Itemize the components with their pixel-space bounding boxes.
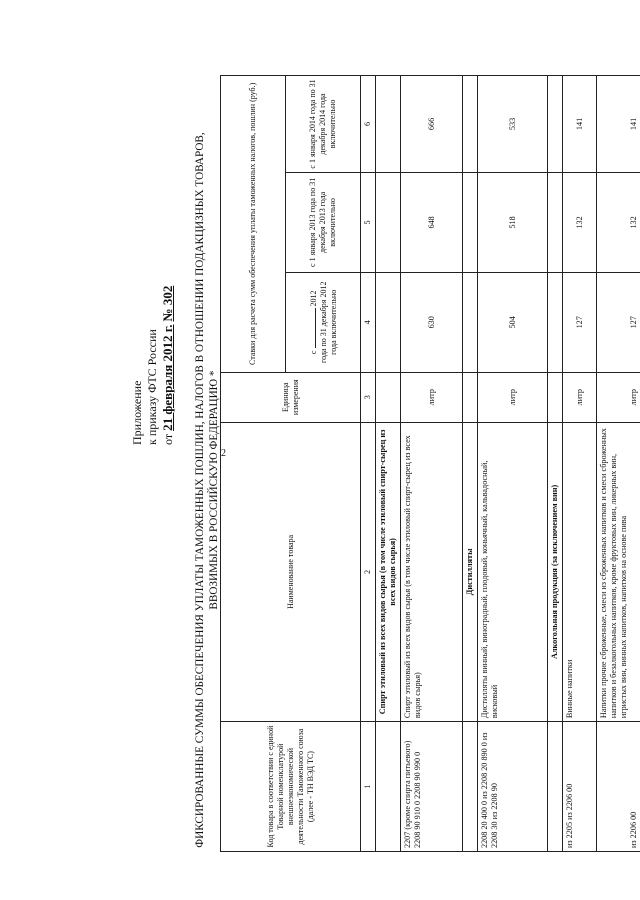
empty-cell xyxy=(463,722,478,852)
section-title-alcohol: Алкогольная продукция (за исключением вин) xyxy=(548,422,563,721)
code-cell: из 2206 00 xyxy=(597,722,640,852)
empty-cell xyxy=(376,722,401,852)
rate-cell: 141 xyxy=(597,76,640,173)
period-1-prefix: с xyxy=(309,350,318,355)
rate-cell: 648 xyxy=(401,172,463,272)
empty-cell xyxy=(463,372,478,422)
period-1-year: 2012 xyxy=(309,290,318,307)
header-period-2: с 1 января 2013 года по 31 декабря 2013 года включительно xyxy=(286,172,361,272)
code-cell: из 2205 из 2206 00 xyxy=(563,722,597,852)
page-number: 2 xyxy=(221,448,226,459)
rate-cell: 132 xyxy=(597,172,640,272)
header-period-3: с 1 января 2014 года по 31 декабря 2014 года включительно xyxy=(286,76,361,173)
title-line2: ВВОЗИМЫХ В РОССИЙСКУЮ ФЕДЕРАЦИЮ * xyxy=(208,370,220,610)
header-unit: Единица измерения xyxy=(221,372,361,422)
table-row xyxy=(478,76,548,852)
date-blank-line xyxy=(307,309,316,349)
empty-cell xyxy=(463,172,478,272)
section-row xyxy=(548,76,563,852)
empty-cell xyxy=(548,722,563,852)
section-row xyxy=(376,76,401,852)
empty-cell xyxy=(376,76,401,173)
rates-table xyxy=(220,75,640,852)
section-title-ethyl: Спирт этиловый из всех видов сырья (в том числе этиловый спирт-сырец из всех видов сырья) xyxy=(376,422,401,721)
rate-cell: 141 xyxy=(563,76,597,173)
rate-cell: 533 xyxy=(478,76,548,173)
header-rates-group: Ставки для расчета сумм обеспечения уплаты таможенных налогов, пошлин (руб.) xyxy=(221,76,286,373)
appendix-date: 21 февраля 2012 г. xyxy=(160,324,175,431)
col-number: 4 xyxy=(361,272,376,372)
unit-cell: литр xyxy=(597,372,640,422)
table-row xyxy=(563,76,597,852)
rate-cell: 518 xyxy=(478,172,548,272)
header-period-1 xyxy=(286,272,361,372)
section-row xyxy=(463,76,478,852)
empty-cell xyxy=(376,172,401,272)
unit-cell: литр xyxy=(563,372,597,422)
col-number: 6 xyxy=(361,76,376,173)
appendix-line1: Приложение xyxy=(130,380,144,445)
unit-cell: литр xyxy=(401,372,463,422)
code-cell: 2208 20 400 0 из 2208 20 890 0 из 2208 30 из 2208 90 xyxy=(478,722,548,852)
section-title-distillates: Дистилляты xyxy=(463,422,478,721)
col-number: 5 xyxy=(361,172,376,272)
empty-cell xyxy=(548,172,563,272)
appendix-prefix: от xyxy=(161,433,175,445)
col-number: 1 xyxy=(361,722,376,852)
empty-cell xyxy=(376,272,401,372)
header-name: Наименование товара xyxy=(221,422,361,721)
code-cell: 2207 (кроме спирта питьевого) 2208 90 910 0 2208 90 990 0 xyxy=(401,722,463,852)
col-number: 2 xyxy=(361,422,376,721)
appendix-line2: к приказу ФТС России xyxy=(145,329,159,445)
rate-cell: 127 xyxy=(563,272,597,372)
header-code: Код товара в соответствии с единой Товарной номенклатурой внешнеэкономической деятельности Таможенного союза (далее - ТН ВЭД ТС) xyxy=(221,722,361,852)
rate-cell: 666 xyxy=(401,76,463,173)
rate-cell: 127 xyxy=(597,272,640,372)
table-row xyxy=(597,76,640,852)
period-1-rest: года по 31 декабря 2012 года включительно xyxy=(319,281,338,363)
rate-cell: 504 xyxy=(478,272,548,372)
title-line1: ФИКСИРОВАННЫЕ СУММЫ ОБЕСПЕЧЕНИЯ УПЛАТЫ ТАМОЖЕННЫХ ПОШЛИН, НАЛОГОВ В ОТНОШЕНИИ ПОДАКЦИЗНЫХ ТОВАРОВ, xyxy=(194,132,206,848)
rotated-page xyxy=(130,45,638,855)
appendix-line3 xyxy=(160,286,176,445)
table-row xyxy=(401,76,463,852)
name-cell: Спирт этиловый из всех видов сырья (в том числе этиловый спирт-сырец из всех видов сырья) xyxy=(401,422,463,721)
name-cell: Дистилляты винный, виноградный, плодовый, коньячный, кальвадосный, висковый xyxy=(478,422,548,721)
col-number: 3 xyxy=(361,372,376,422)
name-cell: Винные напитки xyxy=(563,422,597,721)
unit-cell: литр xyxy=(478,372,548,422)
empty-cell xyxy=(548,76,563,173)
empty-cell xyxy=(548,372,563,422)
empty-cell xyxy=(376,372,401,422)
rate-cell: 132 xyxy=(563,172,597,272)
empty-cell xyxy=(548,272,563,372)
rate-cell: 630 xyxy=(401,272,463,372)
appendix-number: № 302 xyxy=(160,285,175,322)
document-title xyxy=(193,125,221,855)
appendix-block xyxy=(130,286,176,445)
name-cell: Напитки прочие сброженные, смеси из сброженных напитков и смеси сброженных напитков и безалкогольных напитков, кроме фруктовых вин, ликерных вин, игристых вин, винных напитков, напитков на основе пива xyxy=(597,422,640,721)
empty-cell xyxy=(463,76,478,173)
empty-cell xyxy=(463,272,478,372)
column-numbers-row xyxy=(361,76,376,852)
